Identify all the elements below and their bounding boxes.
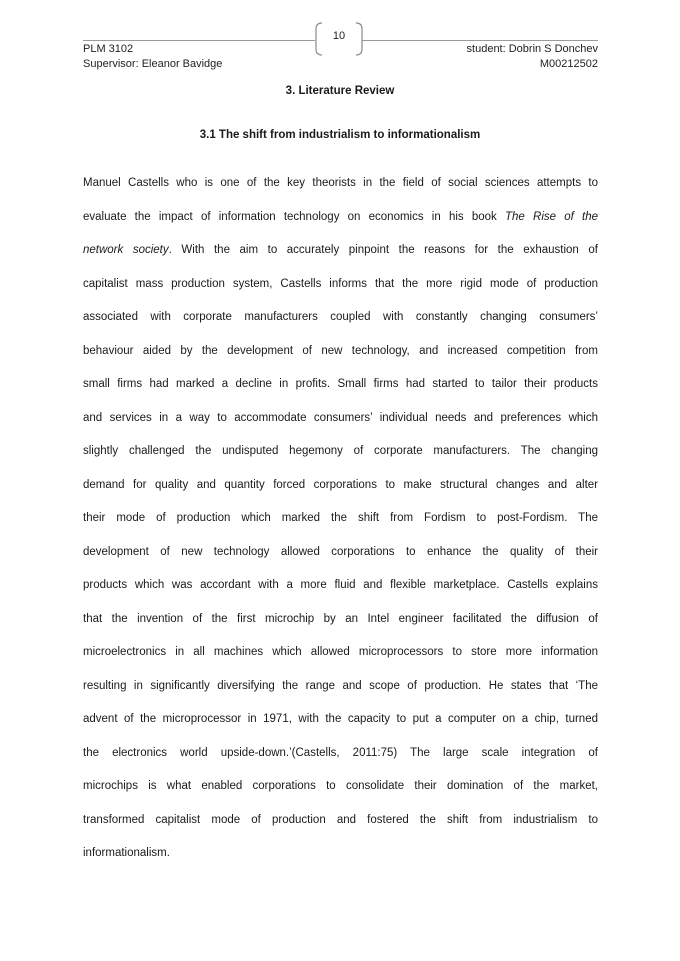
page-number-frame [314,22,364,56]
student-name: student: Dobrin S Donchev [466,43,598,55]
paragraph-line: their mode of production which marked the shift from Fordism to post-Fordism. The [83,512,598,524]
paragraph-line: capitalist mass production system, Castells informs that the more rigid mode of production [83,277,598,290]
paragraph-line: microelectronics in all machines which allowed microprocessors to store more information [83,646,598,658]
page-number: 10 [332,30,346,42]
paragraph-line: informationalism. [83,847,170,859]
paragraph-line: the electronics world upside-down.’(Castells, 2011:75) The large scale integration of [83,746,598,759]
header-rule-left [83,40,315,41]
body-paragraph [83,167,598,871]
paragraph-line: slightly challenged the undisputed hegemony of corporate manufacturers. The changing [83,445,598,457]
paragraph-line: evaluate the impact of information technology on economics in his book The Rise of the [83,210,598,223]
paragraph-line: advent of the microprocessor in 1971, with the capacity to put a computer on a chip, turned [83,713,598,725]
chapter-heading: 3. Literature Review [285,85,395,97]
paragraph-line: microchips is what enabled corporations to consolidate their domination of the market, [83,780,598,792]
book-title-italic: The Rise of the [505,210,598,223]
book-title-italic: network society [83,244,169,256]
section-heading: 3.1 The shift from industrialism to informationalism [199,129,481,141]
paragraph-line: behaviour aided by the development of new technology, and increased competition from [83,344,598,357]
paragraph-line: and services in a way to accommodate consumers’ individual needs and preferences which [83,411,598,424]
paragraph-line: transformed capitalist mode of production and fostered the shift from industrialism to [83,813,598,826]
paragraph-line: development of new technology allowed corporations to enhance the quality of their [83,545,598,558]
paragraph-line: products which was accordant with a more fluid and flexible marketplace. Castells explains [83,579,598,591]
paragraph-line: network society. With the aim to accurately pinpoint the reasons for the exhaustion of [83,244,598,256]
course-code: PLM 3102 [83,43,134,55]
supervisor-name: Supervisor: Eleanor Bavidge [83,58,223,70]
paragraph-line: Manuel Castells who is one of the key theorists in the field of social sciences attempts to [83,177,598,189]
paragraph-line: that the invention of the first microchip by an Intel engineer facilitated the diffusion of [83,612,598,625]
paragraph-line: small firms had marked a decline in profits. Small firms had started to tailor their products [83,378,598,390]
header-rule-right [362,40,598,41]
paragraph-line: associated with corporate manufacturers coupled with constantly changing consumers’ [83,311,598,323]
paragraph-line: demand for quality and quantity forced corporations to make structural changes and alter [83,478,598,491]
student-id: M00212502 [539,58,598,70]
paragraph-line: resulting in significantly diversifying the range and scope of production. He states that ‘The [83,679,598,692]
